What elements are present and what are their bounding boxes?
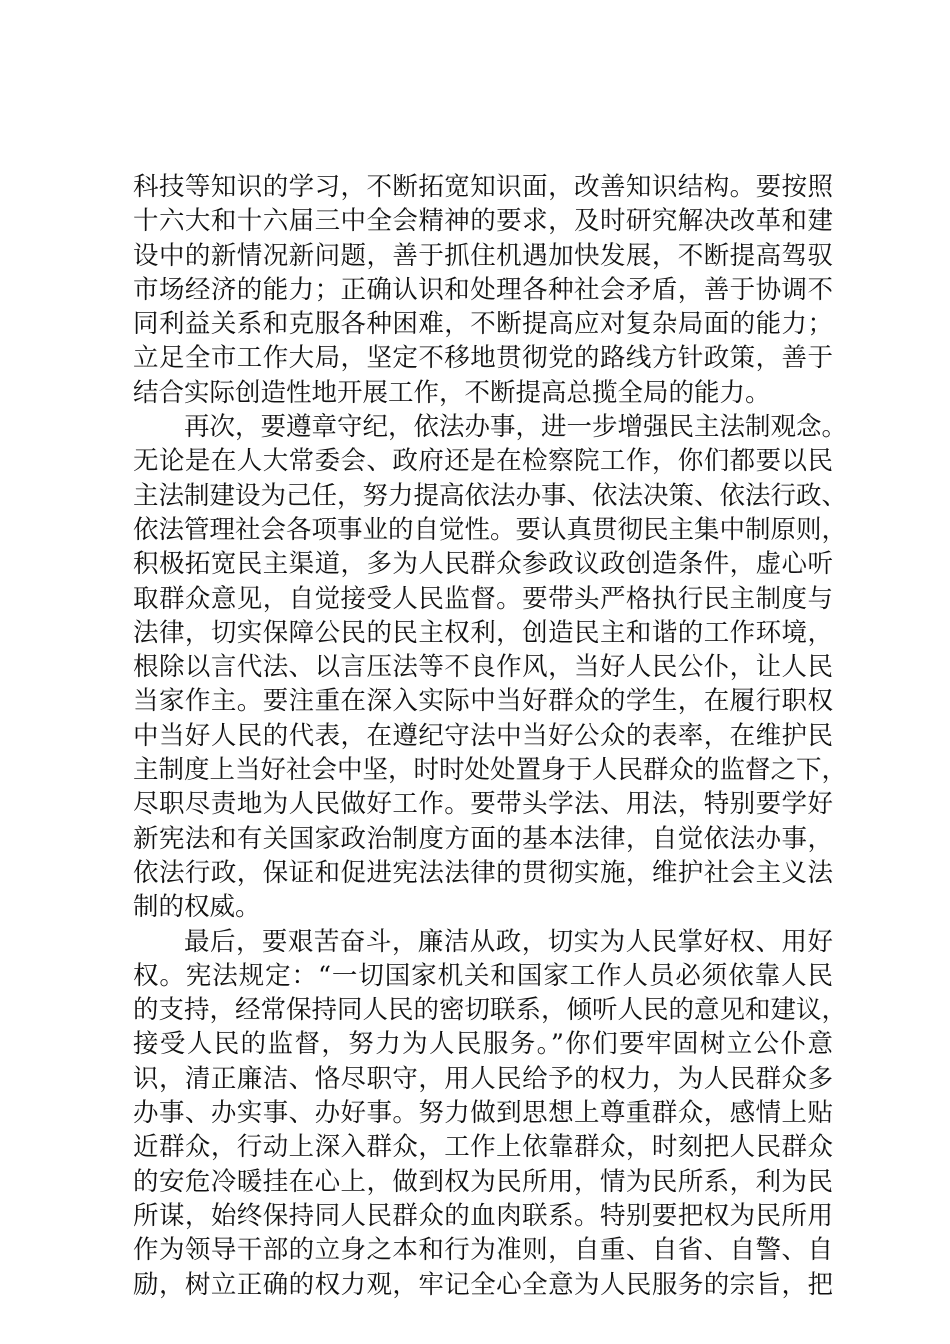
text-line: 设中的新情况新问题，善于抓住机遇加快发展，不断提高驾驭 <box>133 240 833 271</box>
text-line: 新宪法和有关国家政治制度方面的基本法律，自觉依法办事， <box>133 823 833 854</box>
text-line: 权。宪法规定：“一切国家机关和国家工作人员必须依靠人民 <box>133 960 833 991</box>
text-line: 依法行政，保证和促进宪法法律的贯彻实施，维护社会主义法 <box>133 857 833 888</box>
paragraph-start-line: 最后，要艰苦奋斗，廉洁从政，切实为人民掌好权、用好 <box>184 926 833 957</box>
text-line: 结合实际创造性地开展工作，不断提高总揽全局的能力。 <box>133 377 771 408</box>
text-line: 所谋，始终保持同人民群众的血肉联系。特别要把权为民所用 <box>133 1200 833 1231</box>
text-line: 十六大和十六届三中全会精神的要求，及时研究解决改革和建 <box>133 206 833 237</box>
text-line: 科技等知识的学习，不断拓宽知识面，改善知识结构。要按照 <box>133 172 833 202</box>
text-line: 积极拓宽民主渠道，多为人民群众参政议政创造条件，虚心听 <box>133 549 833 580</box>
text-line: 市场经济的能力；正确认识和处理各种社会矛盾，善于协调不 <box>133 274 833 305</box>
text-line: 识，清正廉洁、恪尽职守，用人民给予的权力，为人民群众多 <box>133 1063 833 1094</box>
text-line: 立足全市工作大局，坚定不移地贯彻党的路线方针政策，善于 <box>133 343 833 374</box>
text-line: 办事、办实事、办好事。努力做到思想上尊重群众，感情上贴 <box>133 1098 833 1129</box>
text-line: 当家作主。要注重在深入实际中当好群众的学生，在履行职权 <box>133 686 833 717</box>
text-line: 近群众，行动上深入群众，工作上依靠群众，时刻把人民群众 <box>133 1132 833 1163</box>
text-line: 取群众意见，自觉接受人民监督。要带头严格执行民主制度与 <box>133 583 833 614</box>
text-line: 励，树立正确的权力观，牢记全心全意为人民服务的宗旨，把 <box>133 1269 833 1300</box>
body-text <box>133 170 848 1302</box>
text-line: 根除以言代法、以言压法等不良作风，当好人民公仆，让人民 <box>133 652 833 683</box>
text-line: 同利益关系和克服各种困难，不断提高应对复杂局面的能力； <box>133 309 833 340</box>
text-line: 中当好人民的代表，在遵纪守法中当好公众的表率，在维护民 <box>133 720 833 751</box>
text-line: 的安危冷暖挂在心上，做到权为民所用，情为民所系，利为民 <box>133 1166 833 1197</box>
text-line: 的支持，经常保持同人民的密切联系，倾听人民的意见和建议， <box>133 995 848 1026</box>
paragraph-start-line: 再次，要遵章守纪，依法办事，进一步增强民主法制观念。 <box>184 412 848 443</box>
text-line: 接受人民的监督，努力为人民服务。”你们要牢固树立公仆意 <box>133 1029 833 1060</box>
text-line: 尽职尽责地为人民做好工作。要带头学法、用法，特别要学好 <box>133 789 833 820</box>
text-line: 制的权威。 <box>133 892 261 923</box>
text-line: 法律，切实保障公民的民主权利，创造民主和谐的工作环境， <box>133 617 833 648</box>
text-line: 依法管理社会各项事业的自觉性。要认真贯彻民主集中制原则， <box>133 514 848 545</box>
text-line: 主法制建设为己任，努力提高依法办事、依法决策、依法行政、 <box>133 480 848 511</box>
text-line: 作为领导干部的立身之本和行为准则，自重、自省、自警、自 <box>133 1235 833 1266</box>
text-line: 主制度上当好社会中坚，时时处处置身于人民群众的监督之下， <box>133 755 848 786</box>
text-line: 无论是在人大常委会、政府还是在检察院工作，你们都要以民 <box>133 446 833 477</box>
